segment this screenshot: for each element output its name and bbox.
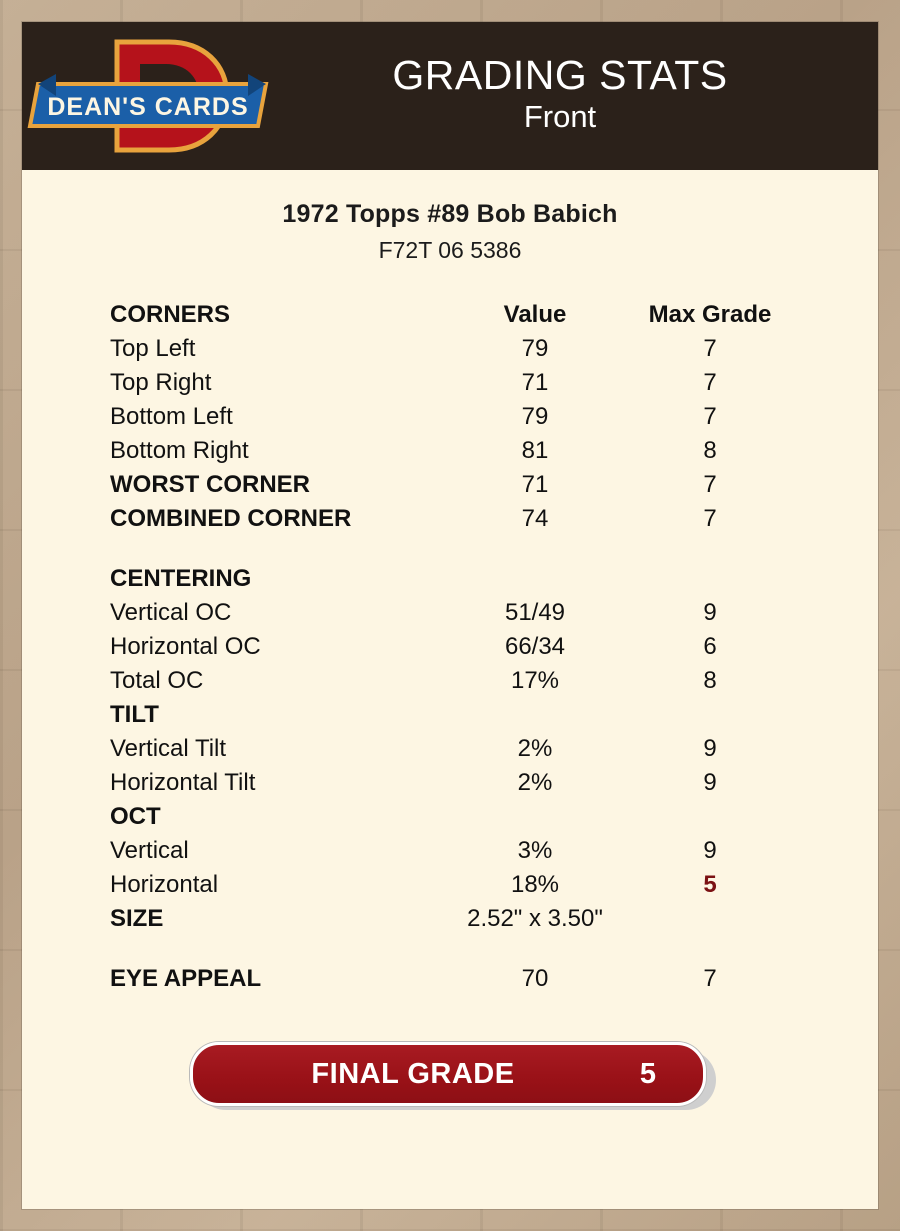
card-name: 1972 Topps #89 Bob Babich bbox=[282, 200, 618, 228]
column-header-section: CORNERS bbox=[110, 301, 231, 328]
table-spacer-row bbox=[110, 536, 790, 562]
row-max-grade: 7 bbox=[703, 505, 717, 532]
row-value: 17% bbox=[510, 667, 560, 694]
table-row bbox=[110, 868, 790, 902]
row-label: Top Left bbox=[110, 335, 196, 362]
table-row bbox=[110, 732, 790, 766]
row-label: COMBINED CORNER bbox=[110, 505, 352, 532]
row-value: 81 bbox=[521, 437, 549, 464]
final-grade-bar bbox=[190, 1042, 706, 1106]
row-value: 18% bbox=[510, 871, 560, 898]
row-value: 66/34 bbox=[504, 633, 566, 660]
row-label: SIZE bbox=[110, 905, 164, 932]
row-value bbox=[440, 698, 630, 732]
row-value: 74 bbox=[521, 505, 549, 532]
row-max-grade: 9 bbox=[703, 837, 717, 864]
table-row bbox=[110, 562, 790, 596]
card-header bbox=[22, 22, 878, 170]
table-row bbox=[110, 596, 790, 630]
column-header-max-grade: Max Grade bbox=[648, 301, 772, 328]
table-row bbox=[110, 962, 790, 996]
row-max-grade: 7 bbox=[703, 369, 717, 396]
row-value: 79 bbox=[521, 335, 549, 362]
table-row bbox=[110, 834, 790, 868]
card-body bbox=[22, 170, 878, 1106]
row-max-grade: 8 bbox=[703, 667, 717, 694]
table-row bbox=[110, 468, 790, 502]
card-serial: F72T 06 5386 bbox=[378, 237, 522, 263]
row-value bbox=[440, 800, 630, 834]
row-value: 71 bbox=[521, 369, 549, 396]
row-label: TILT bbox=[110, 701, 159, 728]
table-row bbox=[110, 502, 790, 536]
row-label: Bottom Left bbox=[110, 403, 233, 430]
table-row bbox=[110, 902, 790, 936]
row-label: CENTERING bbox=[110, 565, 252, 592]
row-max-grade: 7 bbox=[703, 471, 717, 498]
row-label: Bottom Right bbox=[110, 437, 249, 464]
final-grade-block bbox=[190, 1042, 710, 1106]
row-value bbox=[440, 562, 630, 596]
column-header-value: Value bbox=[503, 301, 567, 328]
row-label: Horizontal bbox=[110, 871, 219, 898]
table-row bbox=[110, 366, 790, 400]
grading-stats-table bbox=[110, 298, 790, 996]
row-max-grade: 7 bbox=[703, 335, 717, 362]
grading-stats-card bbox=[22, 22, 878, 1209]
row-max-grade bbox=[630, 698, 790, 732]
table-row bbox=[110, 630, 790, 664]
row-value: 70 bbox=[521, 965, 549, 992]
row-label: Vertical Tilt bbox=[110, 735, 227, 762]
final-grade-label: FINAL GRADE bbox=[311, 1057, 515, 1090]
row-value: 79 bbox=[521, 403, 549, 430]
table-spacer-row bbox=[110, 936, 790, 962]
row-label: Horizontal Tilt bbox=[110, 769, 256, 796]
row-label: OCT bbox=[110, 803, 161, 830]
row-max-grade: 8 bbox=[703, 437, 717, 464]
table-spacer-cell bbox=[110, 536, 790, 562]
row-label: Top Right bbox=[110, 369, 212, 396]
logo-graphic bbox=[22, 22, 282, 170]
row-max-grade: 5 bbox=[703, 871, 717, 898]
row-label: WORST CORNER bbox=[110, 471, 310, 498]
row-max-grade: 9 bbox=[703, 769, 717, 796]
page-title: GRADING STATS bbox=[392, 52, 728, 99]
final-grade-value: 5 bbox=[639, 1057, 657, 1090]
row-value: 2% bbox=[517, 769, 553, 796]
row-label: Total OC bbox=[110, 667, 204, 694]
table-row bbox=[110, 434, 790, 468]
row-label: Horizontal OC bbox=[110, 633, 261, 660]
row-max-grade: 9 bbox=[703, 599, 717, 626]
row-label: Vertical bbox=[110, 837, 189, 864]
table-row bbox=[110, 766, 790, 800]
row-max-grade bbox=[630, 562, 790, 596]
table-spacer-cell bbox=[110, 936, 790, 962]
table-row bbox=[110, 698, 790, 732]
page-subtitle: Front bbox=[523, 99, 597, 135]
table-row bbox=[110, 400, 790, 434]
svg-text:DEAN'S CARDS: DEAN'S CARDS bbox=[47, 93, 249, 121]
table-row bbox=[110, 800, 790, 834]
row-value: 2% bbox=[517, 735, 553, 762]
row-value: 3% bbox=[517, 837, 553, 864]
table-header-row bbox=[110, 298, 790, 332]
row-max-grade: 9 bbox=[703, 735, 717, 762]
table-row bbox=[110, 332, 790, 366]
row-max-grade: 7 bbox=[703, 965, 717, 992]
row-max-grade bbox=[630, 902, 790, 936]
row-value: 51/49 bbox=[504, 599, 566, 626]
row-max-grade: 6 bbox=[703, 633, 717, 660]
row-value: 2.52" x 3.50" bbox=[467, 905, 603, 932]
row-label: Vertical OC bbox=[110, 599, 232, 626]
row-max-grade: 7 bbox=[703, 403, 717, 430]
header-title-block bbox=[282, 54, 878, 137]
deans-cards-logo bbox=[22, 22, 282, 170]
row-label: EYE APPEAL bbox=[110, 965, 262, 992]
table-row bbox=[110, 664, 790, 698]
row-value: 71 bbox=[521, 471, 549, 498]
row-max-grade bbox=[630, 800, 790, 834]
